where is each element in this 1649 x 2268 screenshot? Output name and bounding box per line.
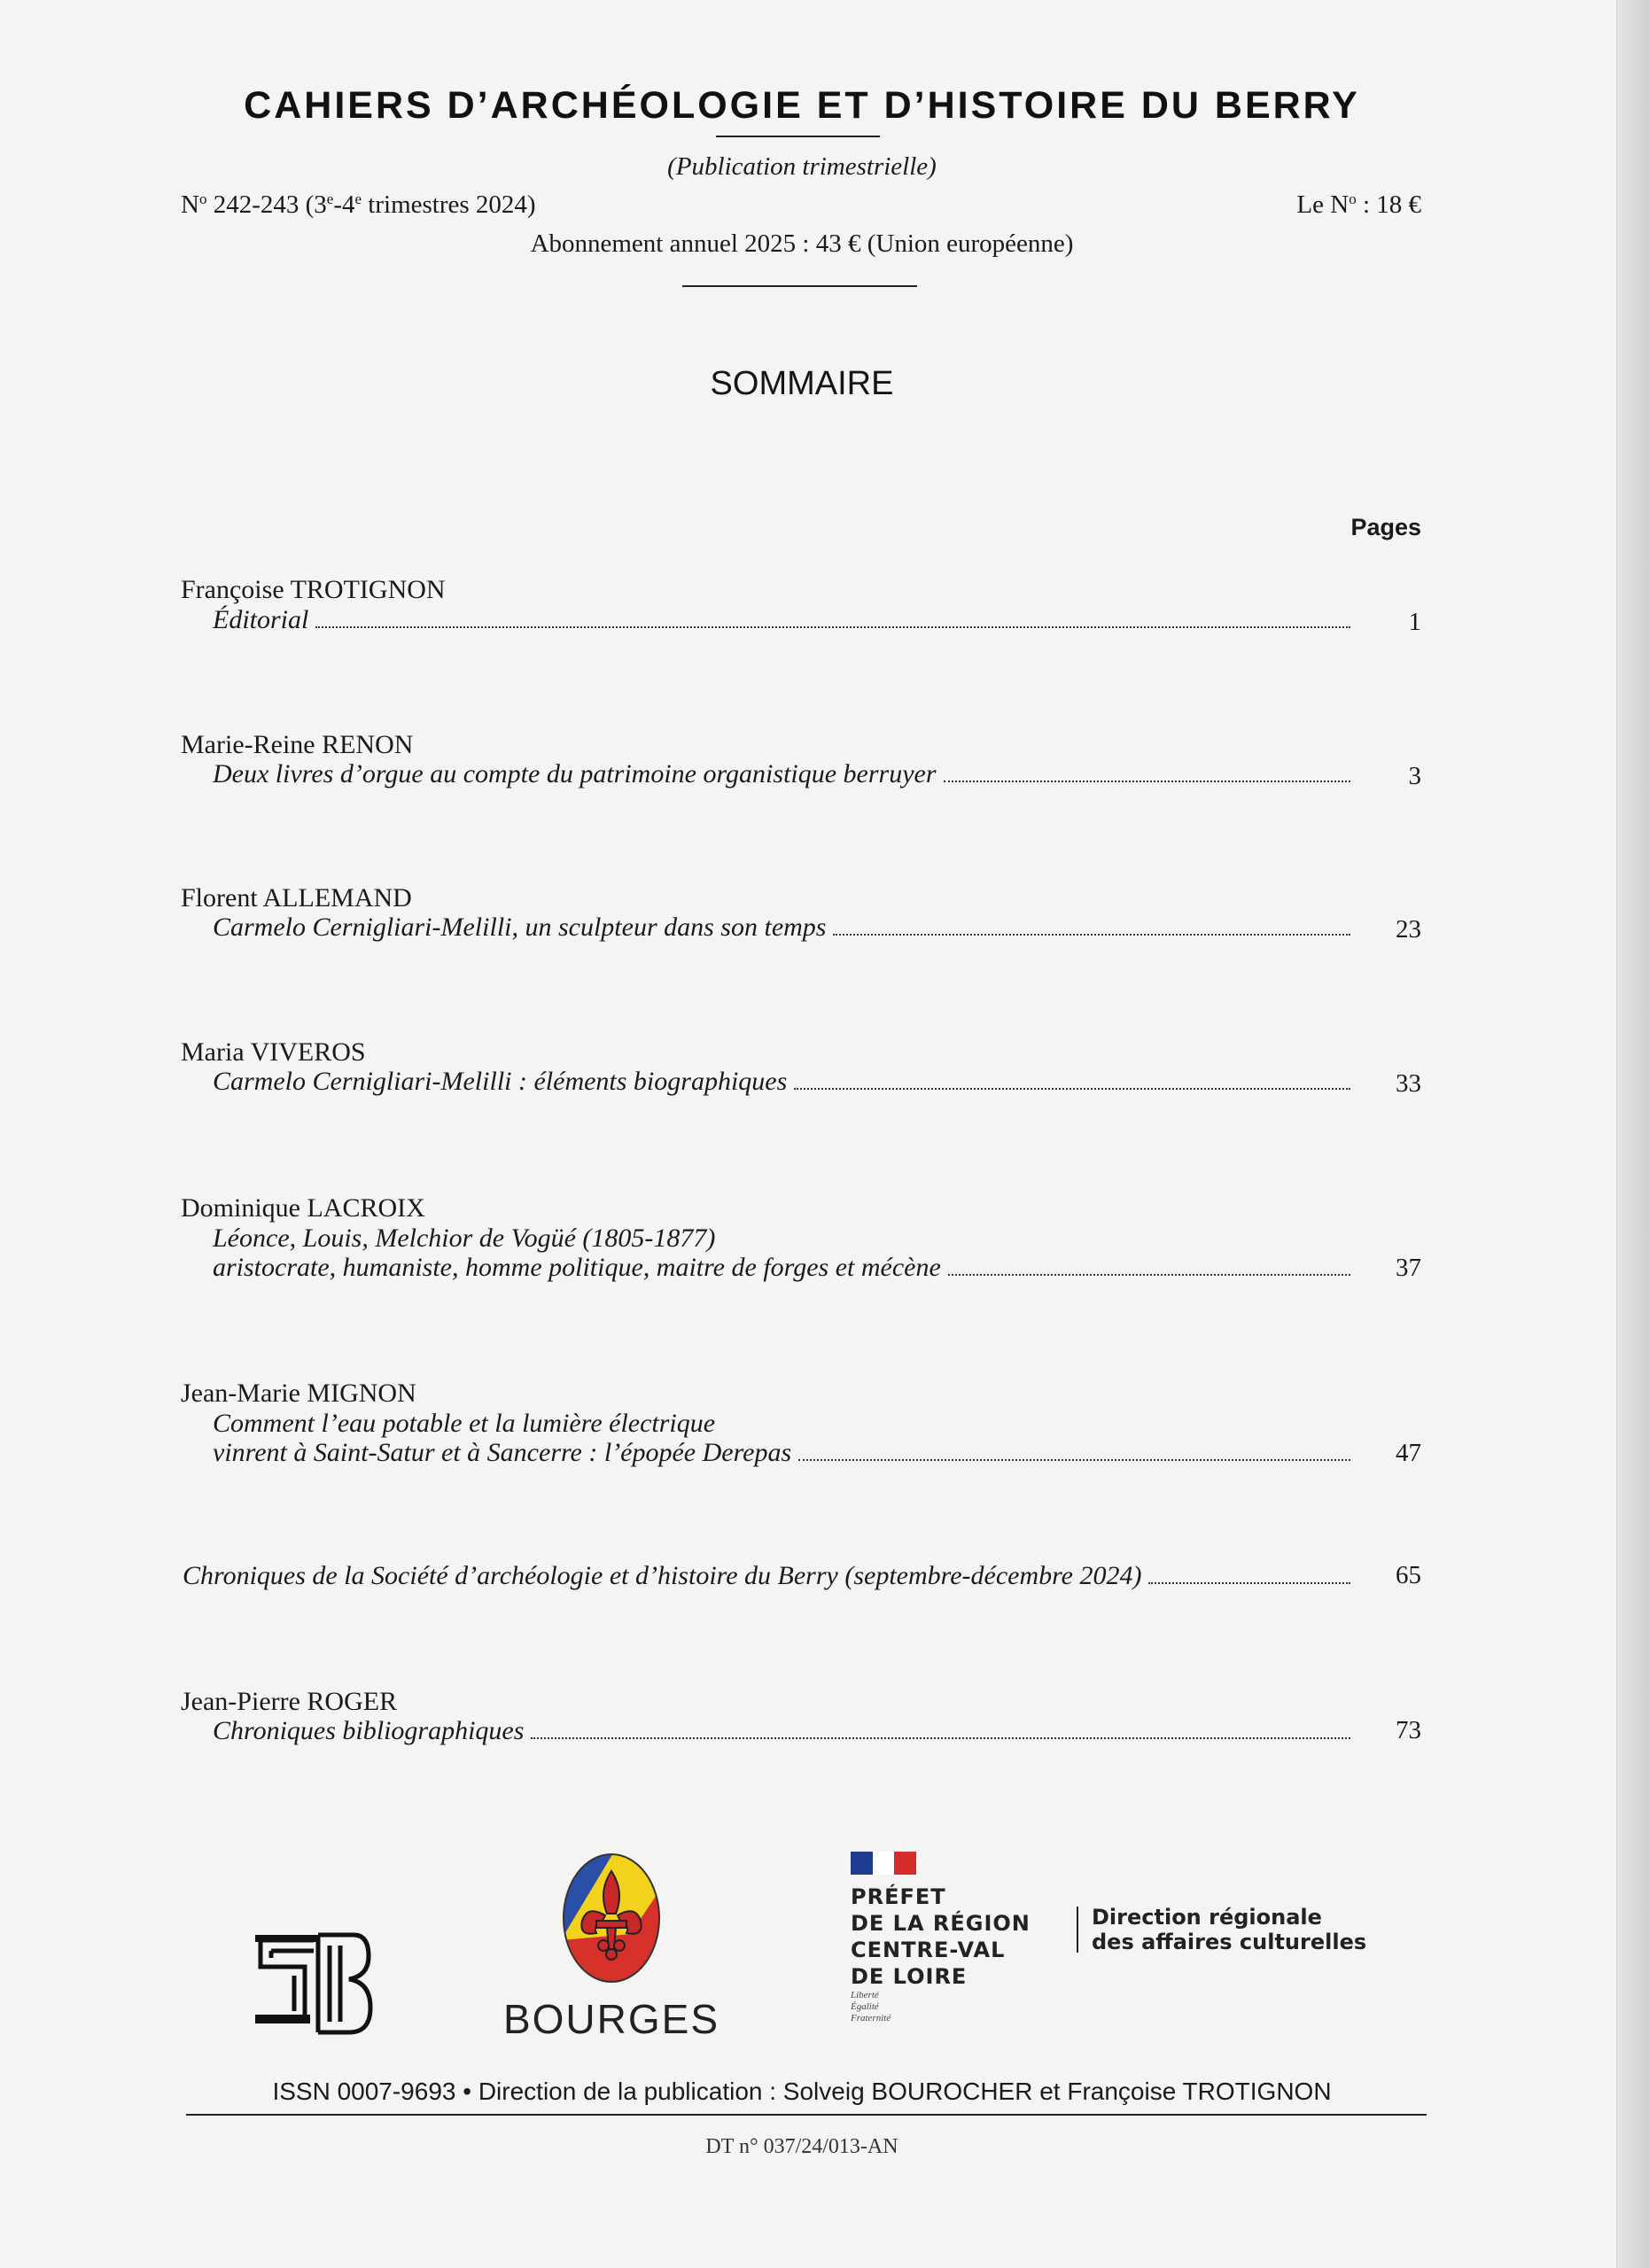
dot-leader xyxy=(798,1459,1350,1461)
dot-leader xyxy=(948,1274,1350,1276)
drac-text: Direction régionale des affaires culturelles xyxy=(1092,1905,1367,1954)
dt-number: DT n° 037/24/013-AN xyxy=(705,2135,898,2158)
entry-page: 37 xyxy=(1396,1254,1421,1282)
entry-author: Françoise TROTIGNON xyxy=(181,575,446,604)
sahb-monogram-icon xyxy=(252,1922,376,2045)
entry-title: Deux livres d’orgue au compte du patrimoine organistique berruyer xyxy=(213,759,937,788)
toc-entry xyxy=(183,1561,1350,1596)
footer-rule xyxy=(186,2114,1427,2116)
page-edge xyxy=(1616,0,1649,2268)
dot-leader xyxy=(944,781,1350,782)
entry-page: 47 xyxy=(1396,1439,1421,1467)
toc-entry xyxy=(213,913,1350,948)
prefet-logo xyxy=(851,1852,1382,2042)
logo-separator xyxy=(1077,1907,1078,1953)
entry-page: 33 xyxy=(1396,1069,1421,1098)
entry-author: Marie-Reine RENON xyxy=(181,730,414,759)
dot-leader xyxy=(315,626,1350,628)
entry-author: Jean-Marie MIGNON xyxy=(181,1379,416,1408)
entry-title: Carmelo Cernigliari-Melilli : éléments biographiques xyxy=(213,1067,788,1096)
title-underline xyxy=(716,136,880,137)
journal-subtitle: (Publication trimestrielle) xyxy=(667,152,937,181)
entry-title: Carmelo Cernigliari-Melilli, un sculpteur dans son temps xyxy=(213,913,827,942)
toc-entry xyxy=(213,1438,1350,1473)
entry-page: 1 xyxy=(1408,608,1421,636)
toc-entry xyxy=(213,605,1350,641)
toc-entry xyxy=(213,1067,1350,1102)
entry-page: 73 xyxy=(1396,1716,1421,1744)
republic-motto: Liberté Égalité Fraternité xyxy=(851,1990,891,2023)
entry-title: Éditorial xyxy=(213,605,309,634)
entry-title-line1: Comment l’eau potable et la lumière électrique xyxy=(213,1409,716,1438)
issn-line: ISSN 0007-9693 • Direction de la publication : Solveig BOUROCHER et Françoise TROTIGNON xyxy=(272,2078,1332,2105)
entry-author: Maria VIVEROS xyxy=(181,1037,366,1067)
dot-leader xyxy=(794,1088,1350,1090)
entry-author: Florent ALLEMAND xyxy=(181,883,412,913)
prefet-text: PRÉFET DE LA RÉGION CENTRE-VAL DE LOIRE xyxy=(851,1884,1031,1989)
entry-title: Chroniques de la Société d’archéologie et d’histoire du Berry (septembre-décembre 2024) xyxy=(183,1561,1142,1590)
entry-author: Dominique LACROIX xyxy=(181,1193,425,1223)
entry-title: aristocrate, humaniste, homme politique, maitre de forges et mécène xyxy=(213,1253,941,1282)
bourges-wordmark: BOURGES xyxy=(502,1996,720,2042)
toc-entry xyxy=(213,1716,1350,1751)
issue-number: $N^o$ 242-243 (3e-4e trimestres 2024) xyxy=(181,190,536,219)
entry-author: Jean-Pierre ROGER xyxy=(181,1687,398,1716)
header-divider xyxy=(682,285,917,287)
dot-leader xyxy=(1148,1582,1350,1584)
pages-column-label: Pages xyxy=(1350,514,1421,540)
entry-page: 23 xyxy=(1396,915,1421,944)
toc-entry xyxy=(213,1253,1350,1288)
toc-entry xyxy=(213,759,1350,795)
journal-title: CAHIERS D’ARCHÉOLOGIE ET D’HISTOIRE DU BERRY xyxy=(244,84,1360,127)
subscription-info: Abonnement annuel 2025 : 43 € (Union européenne) xyxy=(530,229,1074,258)
dot-leader xyxy=(531,1737,1350,1739)
entry-page: 65 xyxy=(1396,1561,1421,1589)
bourges-logo xyxy=(483,1852,740,2047)
entry-title-line1: Léonce, Louis, Melchior de Vogüé (1805-1877) xyxy=(213,1223,716,1253)
entry-page: 3 xyxy=(1408,762,1421,790)
sommaire-heading: SOMMAIRE xyxy=(710,365,894,402)
entry-title: vinrent à Saint-Satur et à Sancerre : l’épopée Derepas xyxy=(213,1438,792,1467)
fleur-de-lis-shield-icon xyxy=(561,1852,662,1984)
dot-leader xyxy=(833,934,1350,936)
french-flag-icon xyxy=(851,1852,916,1875)
entry-title: Chroniques bibliographiques xyxy=(213,1716,525,1745)
issue-price: Le $N^o$ : 18 € xyxy=(1296,190,1421,219)
